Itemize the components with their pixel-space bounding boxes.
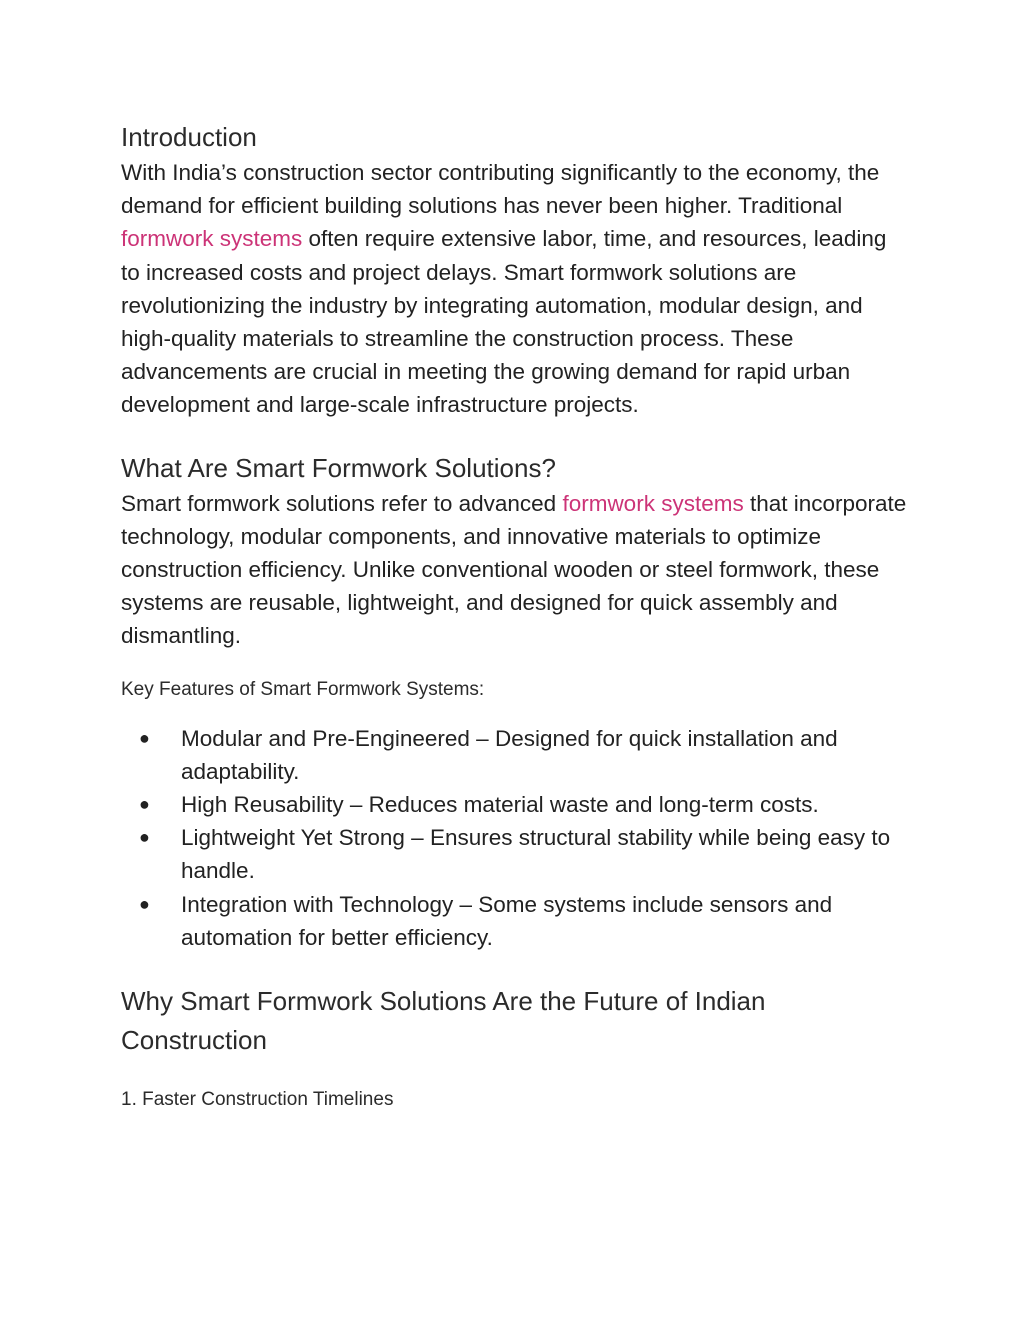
- section-heading-introduction: Introduction: [121, 122, 257, 152]
- subheading-faster-timelines: 1. Faster Construction Timelines: [121, 1089, 394, 1111]
- bullet-icon: ●: [139, 794, 150, 815]
- list-item-text: High Reusability – Reduces material waste and long-term costs.: [181, 792, 819, 818]
- formwork-systems-link[interactable]: formwork systems: [121, 226, 303, 252]
- formwork-systems-link[interactable]: formwork systems: [562, 490, 744, 516]
- what-text-end: that incorporate technology, modular components, and innovative materials to optimize construction efficiency. Unlike conventional wooden or steel formwork, these systems are reusable, lightweight, and designed for quick assembly and dismantling.: [121, 490, 907, 649]
- key-features-list: [121, 722, 911, 954]
- document-page: [121, 118, 911, 1132]
- list-item: [121, 888, 911, 954]
- section-heading-what-are: What Are Smart Formwork Solutions?: [121, 452, 556, 483]
- list-item-text: Modular and Pre-Engineered – Designed for quick installation and adaptability.: [181, 725, 838, 784]
- list-item: [121, 821, 911, 887]
- list-item-text: Integration with Technology – Some systems include sensors and automation for better efficiency.: [181, 891, 833, 950]
- section-heading-why: Why Smart Formwork Solutions Are the Future of Indian Construction: [121, 986, 766, 1056]
- list-item: [121, 722, 911, 788]
- bullet-icon: ●: [139, 893, 150, 914]
- intro-paragraph: [121, 156, 911, 422]
- list-item: [121, 788, 911, 821]
- bullet-icon: ●: [139, 827, 150, 848]
- intro-text-start: With India’s construction sector contributing significantly to the economy, the demand for efficient building solutions has never been higher. Traditional: [121, 160, 880, 219]
- what-text-start: Smart formwork solutions refer to advanced: [121, 490, 563, 516]
- key-features-heading: Key Features of Smart Formwork Systems:: [121, 678, 485, 700]
- intro-text-end: often require extensive labor, time, and resources, leading to increased costs and project delays. Smart formwork solutions are revolutionizing the industry by integrating automation, modular design, and high-quality materials to streamline the construction process. These advancements are crucial in meeting the growing demand for rapid urban development and large-scale infrastructure projects.: [121, 226, 887, 418]
- what-paragraph: [121, 487, 911, 653]
- list-item-text: Lightweight Yet Strong – Ensures structural stability while being easy to handle.: [181, 825, 891, 884]
- bullet-icon: ●: [139, 727, 150, 748]
